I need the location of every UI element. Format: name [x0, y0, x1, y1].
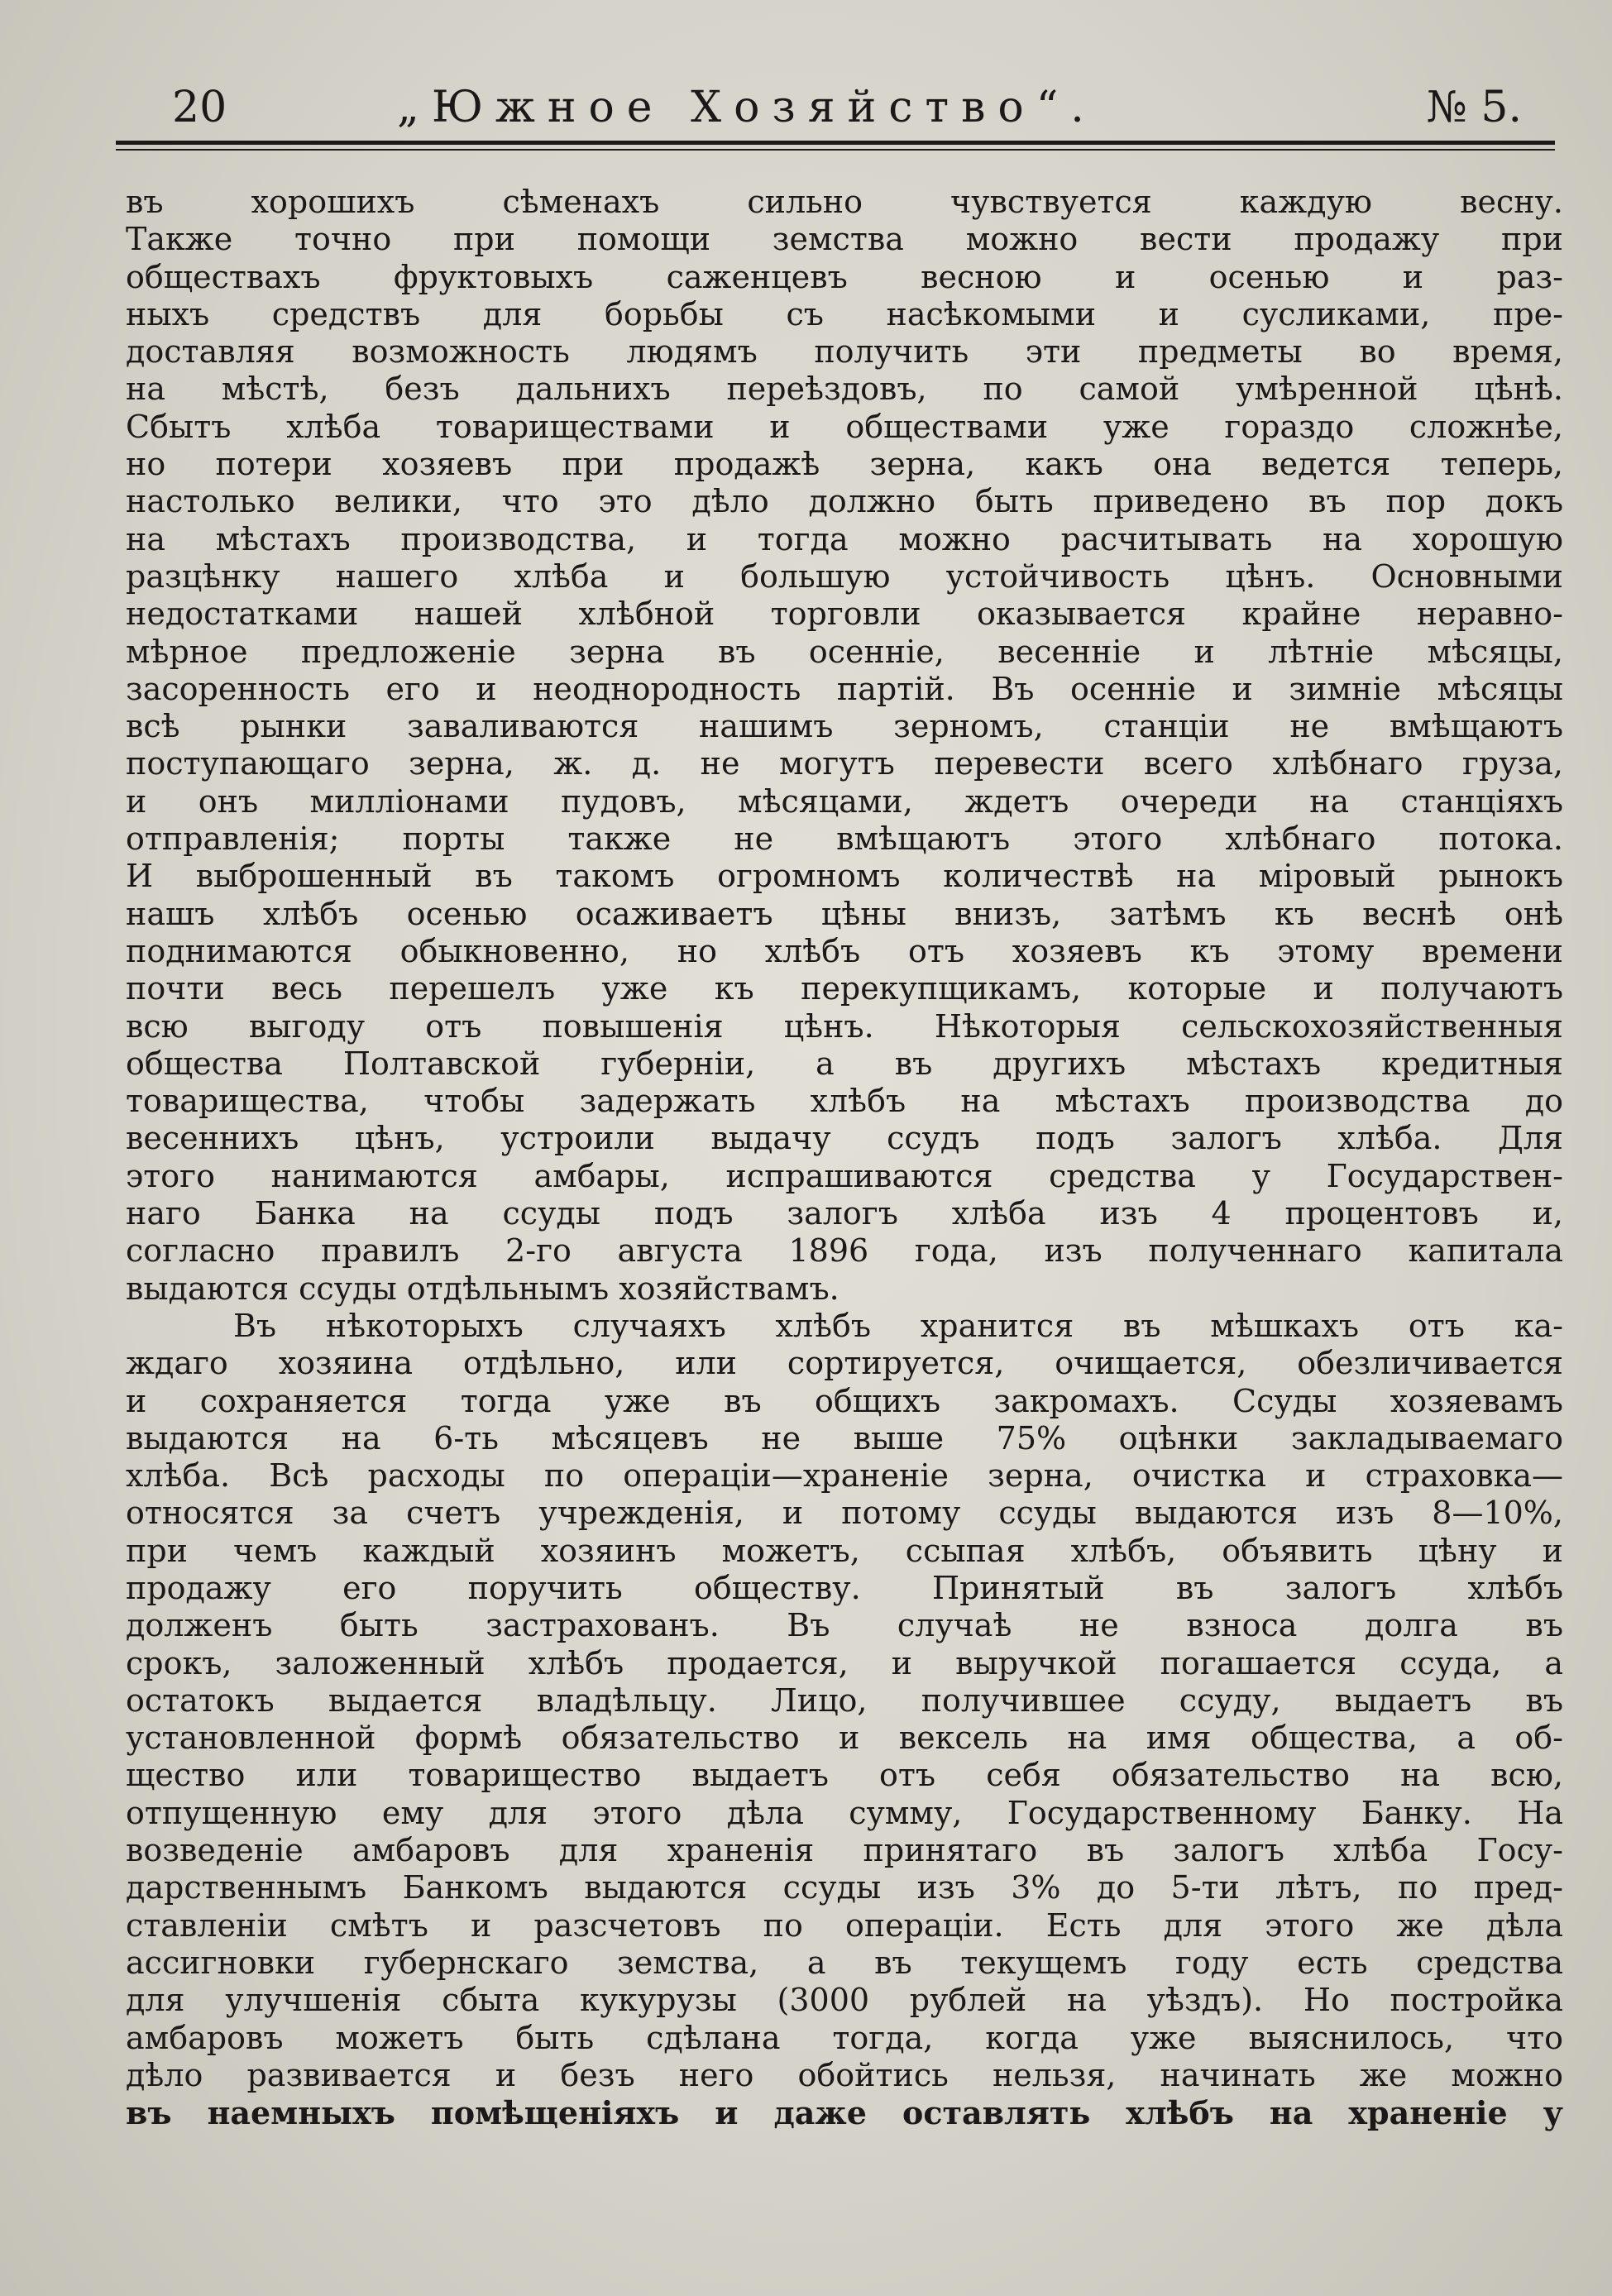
text-line: въ хорошихъ сѣменахъ сильно чувствуется каждую весну.: [126, 184, 1563, 220]
text-line: всю выгоду отъ повышенія цѣнъ. Нѣкоторыя сельскохозяйственныя: [126, 1007, 1563, 1045]
text-line: остатокъ выдается владѣльцу. Лицо, получившее ссуду, выдаетъ въ: [126, 1681, 1563, 1719]
text-line: выдаются на 6-ть мѣсяцевъ не выше 75% оцѣнки закладываемаго: [126, 1419, 1563, 1457]
text-line: выдаются ссуды отдѣльнымъ хозяйствамъ.: [126, 1270, 839, 1307]
text-line: и онъ милліонами пудовъ, мѣсяцами, ждетъ очереди на станціяхъ: [126, 782, 1563, 820]
text-line: установленной формѣ обязательство и вексель на имя общества, а об-: [126, 1720, 1563, 1757]
text-line: недостатками нашей хлѣбной торговли оказывается крайне неравно-: [126, 596, 1563, 633]
text-line: долженъ быть застрахованъ. Въ случаѣ не взноса долга въ: [126, 1607, 1563, 1644]
text-line: товарищества, чтобы задержать хлѣбъ на мѣстахъ производства до: [126, 1083, 1563, 1120]
text-line: И выброшенный въ такомъ огромномъ количествѣ на міровый рынокъ: [126, 858, 1563, 895]
text-line: срокъ, заложенный хлѣбъ продается, и выручкой погашается ссуда, а: [126, 1644, 1563, 1681]
text-line: ассигновки губернскаго земства, а въ текущемъ году есть средства: [126, 1944, 1563, 1981]
journal-title: „Южное Хозяйство“.: [397, 83, 1097, 132]
text-line: доставляя возможность людямъ получить эти предметы во время,: [126, 333, 1563, 371]
text-line: Въ нѣкоторыхъ случаяхъ хлѣбъ хранится въ мѣшкахъ отъ ка-: [233, 1307, 1563, 1344]
text-line: общества Полтавской губерніи, а въ другихъ мѣстахъ кредитныя: [126, 1045, 1563, 1082]
text-line: ждаго хозяина отдѣльно, или сортируется, очищается, обезличивается: [126, 1345, 1563, 1382]
text-line: при чемъ каждый хозяинъ можетъ, ссыпая хлѣбъ, объявить цѣну и: [126, 1532, 1563, 1569]
text-line: весеннихъ цѣнъ, устроили выдачу ссудъ подъ залогъ хлѣба. Для: [126, 1120, 1563, 1157]
text-line: всѣ рынки заваливаются нашимъ зерномъ, станціи не вмѣщаютъ: [126, 708, 1563, 745]
text-line: относятся за счетъ учрежденія, и потому ссуды выдаются изъ 8—10%,: [126, 1495, 1563, 1532]
text-line: хлѣба. Всѣ расходы по операціи—храненіе зерна, очистка и страховка—: [126, 1457, 1563, 1495]
body-text: [126, 184, 1563, 2131]
text-line: наго Банка на ссуды подъ залогъ хлѣба изъ 4 процентовъ и,: [126, 1195, 1563, 1232]
text-line: продажу его поручить обществу. Принятый въ залогъ хлѣбъ: [126, 1569, 1563, 1606]
running-header: [116, 83, 1555, 149]
text-line: отпущенную ему для этого дѣла сумму, Государственному Банку. На: [126, 1794, 1563, 1831]
header-rule-thin: [116, 149, 1555, 151]
text-line: дѣло развивается и безъ него обойтись нельзя, начинать же можно: [126, 2056, 1563, 2093]
text-line: этого нанимаются амбары, испрашиваются средства у Государствен-: [126, 1157, 1563, 1194]
text-line: обществахъ фруктовыхъ саженцевъ весною и осенью и раз-: [126, 258, 1563, 295]
text-line: нашъ хлѣбъ осенью осаживаетъ цѣны внизъ, затѣмъ къ веснѣ онѣ: [126, 895, 1563, 932]
text-line: дарственнымъ Банкомъ выдаются ссуды изъ 3% до 5-ти лѣтъ, по пред-: [126, 1869, 1563, 1906]
issue-number: № 5.: [1426, 83, 1522, 132]
text-line: возведеніе амбаровъ для храненія принятаго въ залогъ хлѣба Госу-: [126, 1832, 1563, 1869]
page-number: 20: [172, 83, 227, 132]
text-line: и сохраняется тогда уже въ общихъ закромахъ. Ссуды хозяевамъ: [126, 1382, 1563, 1419]
text-line: поступающаго зерна, ж. д. не могутъ перевести всего хлѣбнаго груза,: [126, 745, 1563, 782]
text-line: ставленіи смѣтъ и разсчетовъ по операціи. Есть для этого же дѣла: [126, 1906, 1563, 1944]
header-rule-thick: [116, 141, 1555, 145]
text-line: для улучшенія сбыта кукурузы (3000 рублей на уѣздъ). Но постройка: [126, 1982, 1563, 2019]
text-line: Также точно при помощи земства можно вести продажу при: [126, 221, 1563, 258]
text-line: мѣрное предложеніе зерна въ осенніе, весенніе и лѣтніе мѣсяцы,: [126, 633, 1563, 670]
text-line: на мѣстѣ, безъ дальнихъ переѣздовъ, по самой умѣренной цѣнѣ.: [126, 371, 1563, 408]
text-line: амбаровъ можетъ быть сдѣлана тогда, когда уже выяснилось, что: [126, 2019, 1563, 2056]
text-line: настолько велики, что это дѣло должно быть приведено въ пор докъ: [126, 483, 1563, 520]
text-line: ныхъ средствъ для борьбы съ насѣкомыми и сусликами, пре-: [126, 295, 1563, 332]
text-line: въ наемныхъ помѣщеніяхъ и даже оставлять хлѣбъ на храненіе у: [126, 2094, 1563, 2132]
text-line: почти весь перешелъ уже къ перекупщикамъ, которые и получаютъ: [126, 970, 1563, 1007]
text-line: но потери хозяевъ при продажѣ зерна, какъ она ведется теперь,: [126, 446, 1563, 483]
text-line: согласно правилъ 2-го августа 1896 года, изъ полученнаго капитала: [126, 1232, 1563, 1270]
text-line: разцѣнку нашего хлѣба и большую устойчивость цѣнъ. Основными: [126, 557, 1563, 595]
text-line: отправленія; порты также не вмѣщаютъ этого хлѣбнаго потока.: [126, 820, 1563, 858]
text-line: поднимаются обыкновенно, но хлѣбъ отъ хозяевъ къ этому времени: [126, 932, 1563, 969]
text-line: щество или товарищество выдаетъ отъ себя обязательство на всю,: [126, 1757, 1563, 1794]
text-line: засоренность его и неоднородность партій. Въ осенніе и зимніе мѣсяцы: [126, 670, 1563, 707]
text-line: на мѣстахъ производства, и тогда можно расчитывать на хорошую: [126, 520, 1563, 557]
text-line: Сбытъ хлѣба товариществами и обществами уже гораздо сложнѣе,: [126, 408, 1563, 445]
